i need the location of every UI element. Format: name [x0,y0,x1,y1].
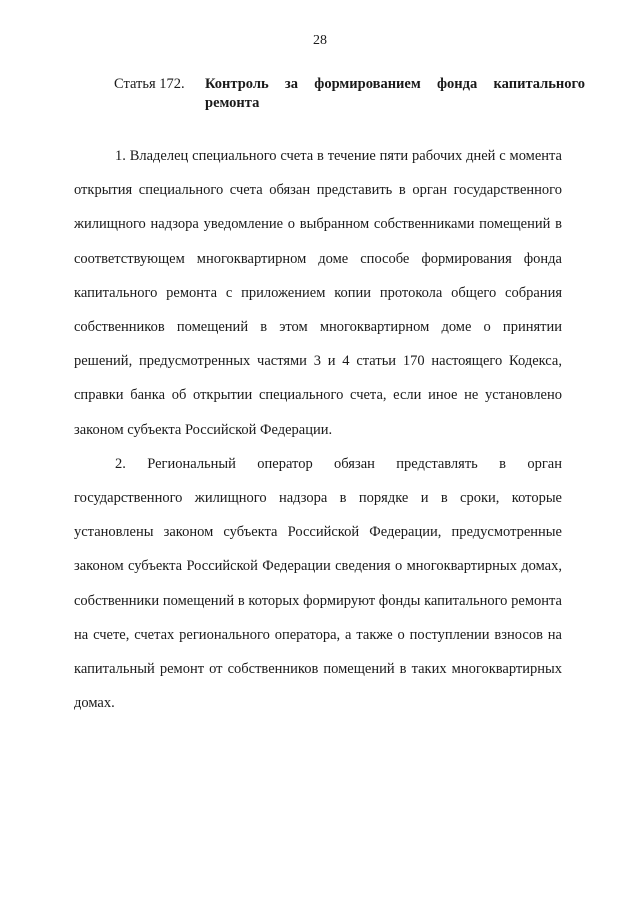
article-label: Статья 172. [114,76,185,92]
article-title: Контроль за формированием фонда капитального ремонта [205,76,585,111]
page-number: 28 [313,33,327,48]
article-body [74,139,562,720]
paragraph-1: 1. Владелец специального счета в течение пяти рабочих дней с момента открытия специального счета обязан представить в орган государственного жилищного надзора уведомление о выбранном собственниками помещений в соответствующем многоквартирном доме способе формирования фонда капитального ремонта с приложением копии протокола общего собрания собственников помещений в этом многоквартирном доме о принятии решений, предусмотренных частями 3 и 4 статьи 170 настоящего Кодекса, справки банка об открытии специального счета, если иное не установлено законом субъекта Российской Федерации. [74,148,562,438]
paragraph-2: 2. Региональный оператор обязан представлять в орган государственного жилищного надзора в порядке и в сроки, которые установлены законом субъекта Российской Федерации, предусмотренные законом субъекта Российской Федерации сведения о многоквартирных домах, собственники помещений в которых формируют фонды капитального ремонта на счете, счетах регионального оператора, а также о поступлении взносов на капитальный ремонт от собственников помещений в таких многоквартирных домах. [74,455,562,712]
